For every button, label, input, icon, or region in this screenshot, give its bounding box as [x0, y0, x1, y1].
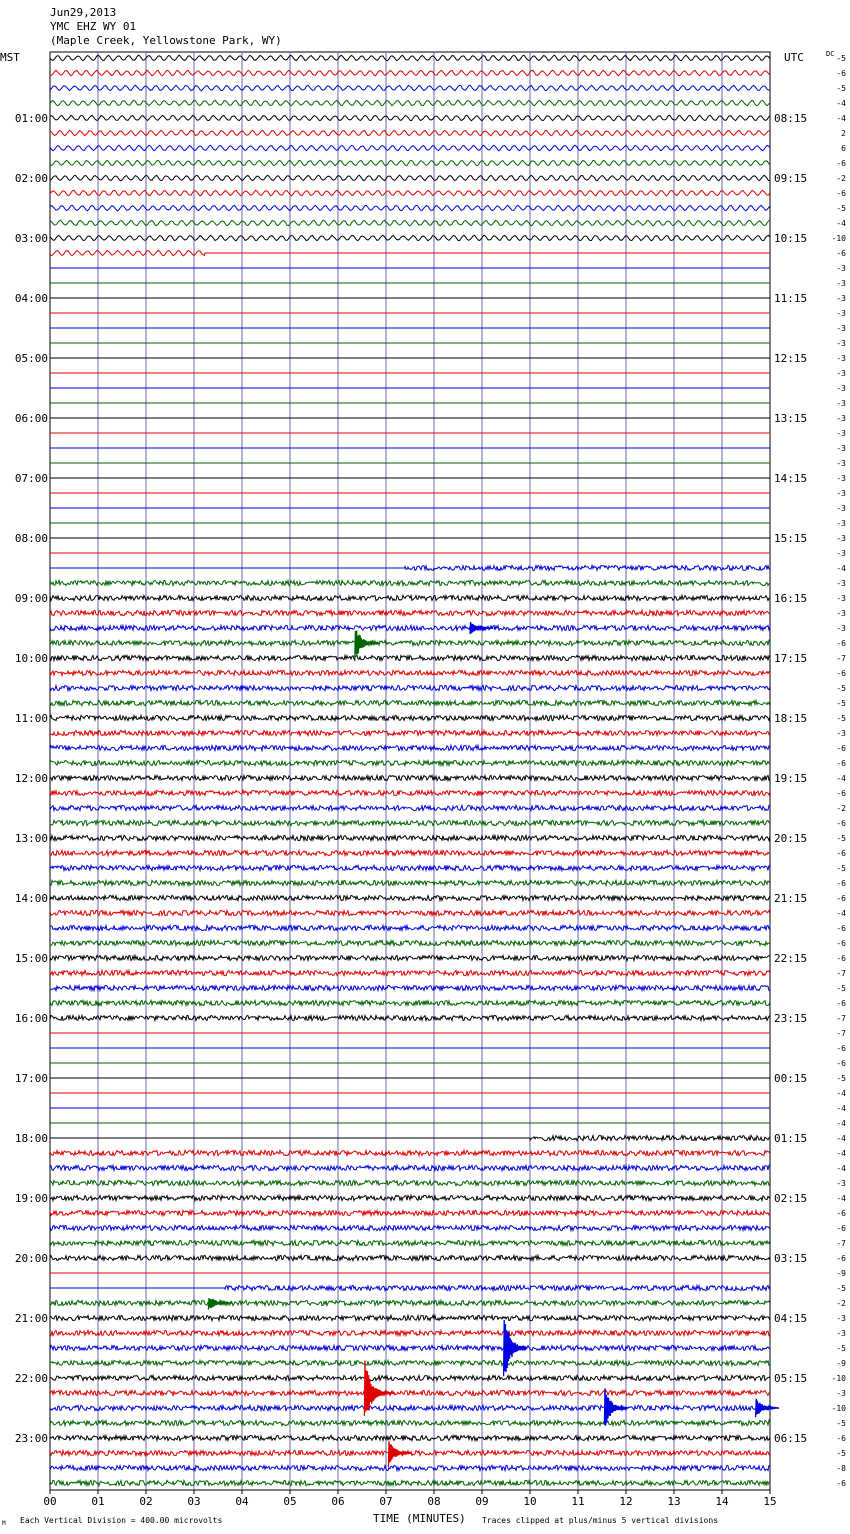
station-location: (Maple Creek, Yellowstone Park, WY)	[50, 34, 282, 47]
seismic-trace	[50, 1315, 770, 1320]
left-hour-label: 14:00	[14, 892, 48, 905]
seismic-trace	[50, 1435, 770, 1440]
seismic-trace	[50, 55, 770, 61]
seismic-trace	[50, 670, 770, 675]
seismic-trace	[50, 655, 770, 660]
seismic-trace	[50, 1240, 770, 1245]
trace-offset-label: 2	[841, 129, 846, 138]
trace-offset-label: -6	[836, 1224, 846, 1233]
trace-offset-label: -6	[836, 939, 846, 948]
trace-offset-label: -4	[836, 1134, 846, 1143]
trace-offset-label: -4	[836, 564, 846, 573]
trace-offset-label: -3	[836, 489, 846, 498]
left-hour-label: 13:00	[14, 832, 48, 845]
seismic-trace	[50, 685, 770, 690]
trace-offset-label: -5	[836, 1449, 846, 1458]
x-tick-label: 06	[331, 1495, 345, 1508]
seismic-trace	[50, 1285, 770, 1290]
x-tick-label: 15	[763, 1495, 777, 1508]
trace-offset-label: -6	[836, 1059, 846, 1068]
trace-offset-label: -6	[836, 639, 846, 648]
trace-offset-label: -6	[836, 759, 846, 768]
trace-offset-label: -5	[836, 84, 846, 93]
left-hour-label: 10:00	[14, 652, 48, 665]
trace-offset-label: -5	[836, 684, 846, 693]
trace-offset-label: -4	[836, 1164, 846, 1173]
left-hour-label: 22:00	[14, 1372, 48, 1385]
seismic-trace	[50, 580, 770, 585]
trace-offset-label: -4	[836, 1119, 846, 1128]
seismic-trace	[50, 985, 770, 990]
x-tick-label: 11	[571, 1495, 585, 1508]
seismic-trace	[50, 760, 770, 765]
trace-offset-label: -6	[836, 744, 846, 753]
seismic-trace	[50, 775, 770, 780]
trace-offset-label: -6	[836, 924, 846, 933]
trace-offset-label: -5	[836, 1074, 846, 1083]
seismic-trace	[50, 1255, 770, 1260]
recording-date: Jun29,2013	[50, 6, 117, 19]
trace-offset-label: -4	[836, 1089, 846, 1098]
seismic-trace	[50, 940, 770, 945]
seismic-trace	[50, 610, 770, 615]
seismic-trace	[50, 745, 770, 750]
trace-offset-label: -3	[836, 294, 846, 303]
seismic-trace	[50, 1300, 770, 1305]
left-hour-label: 20:00	[14, 1252, 48, 1265]
seismic-trace	[50, 1225, 770, 1230]
seismic-trace	[50, 1480, 770, 1485]
trace-offset-label: -7	[836, 654, 846, 663]
trace-offset-label: -6	[836, 819, 846, 828]
left-hour-label: 12:00	[14, 772, 48, 785]
right-hour-label: 01:15	[774, 1132, 808, 1145]
seismic-trace	[50, 145, 770, 150]
trace-offset-label: -6	[836, 789, 846, 798]
left-hour-label: 03:00	[14, 232, 48, 245]
seismic-trace	[50, 625, 770, 630]
left-hour-label: 02:00	[14, 172, 48, 185]
seismic-trace	[50, 1405, 770, 1410]
left-hour-label: 15:00	[14, 952, 48, 965]
trace-offset-label: -3	[836, 549, 846, 558]
right-hour-label: 15:15	[774, 532, 808, 545]
seismic-trace	[50, 250, 770, 255]
right-hour-label: 09:15	[774, 172, 808, 185]
right-hour-label: 00:15	[774, 1072, 808, 1085]
trace-offset-label: -3	[836, 429, 846, 438]
x-tick-label: 10	[523, 1495, 537, 1508]
trace-offset-label: -4	[836, 1194, 846, 1203]
trace-offset-label: -7	[836, 969, 846, 978]
seismic-trace	[50, 1195, 770, 1200]
x-tick-label: 13	[667, 1495, 681, 1508]
trace-offset-label: -9	[836, 1359, 846, 1368]
x-tick-label: 12	[619, 1495, 633, 1508]
seismic-event	[388, 1441, 411, 1467]
right-hour-label: 05:15	[774, 1372, 808, 1385]
seismic-trace	[50, 640, 770, 645]
trace-offset-label: -6	[836, 849, 846, 858]
seismic-trace	[50, 205, 770, 211]
right-hour-label: 19:15	[774, 772, 808, 785]
trace-offset-label: -6	[836, 1254, 846, 1263]
left-hour-label: 04:00	[14, 292, 48, 305]
trace-offset-label: -3	[836, 594, 846, 603]
seismic-trace	[50, 115, 770, 121]
right-hour-label: 08:15	[774, 112, 808, 125]
right-hour-label: 02:15	[774, 1192, 808, 1205]
x-axis-title: TIME (MINUTES)	[373, 1512, 466, 1525]
seismic-trace	[50, 880, 770, 885]
x-tick-label: 03	[187, 1495, 201, 1508]
trace-offset-label: -3	[836, 324, 846, 333]
trace-offset-label: -2	[836, 804, 846, 813]
trace-offset-label: -3	[836, 354, 846, 363]
seismic-trace	[50, 70, 770, 76]
seismic-trace	[50, 790, 770, 795]
seismic-trace	[50, 820, 770, 825]
seismic-trace	[50, 850, 770, 855]
left-hour-label: 17:00	[14, 1072, 48, 1085]
seismic-trace	[50, 160, 770, 166]
trace-offset-label: -6	[836, 249, 846, 258]
trace-offset-label: -6	[836, 999, 846, 1008]
trace-offset-label: -4	[836, 219, 846, 228]
seismic-trace	[50, 1420, 770, 1425]
trace-offset-label: -3	[836, 339, 846, 348]
left-hour-label: 21:00	[14, 1312, 48, 1325]
trace-offset-label: -3	[836, 399, 846, 408]
trace-offset-label: -3	[836, 729, 846, 738]
seismic-trace	[50, 805, 770, 810]
trace-offset-label: -10	[831, 234, 846, 243]
trace-offset-label: -6	[836, 159, 846, 168]
seismic-trace	[50, 100, 770, 106]
trace-offset-label: -6	[836, 1209, 846, 1218]
dc-label: DC	[826, 50, 835, 58]
right-hour-label: 20:15	[774, 832, 808, 845]
trace-offset-label: -5	[836, 1284, 846, 1293]
seismic-trace	[50, 730, 770, 735]
trace-offset-label: -7	[836, 1029, 846, 1038]
trace-offset-label: -4	[836, 909, 846, 918]
seismic-event	[756, 1399, 779, 1418]
seismic-event	[372, 1387, 395, 1402]
seismic-event	[504, 1320, 527, 1376]
trace-offset-label: -5	[836, 699, 846, 708]
trace-offset-label: -5	[836, 834, 846, 843]
seismic-trace	[50, 865, 770, 870]
trace-offset-label: -3	[836, 264, 846, 273]
seismic-trace	[50, 955, 770, 960]
right-hour-label: 16:15	[774, 592, 808, 605]
left-hour-label: 01:00	[14, 112, 48, 125]
trace-offset-label: -5	[836, 54, 846, 63]
right-hour-label: 14:15	[774, 472, 808, 485]
trace-offset-label: -3	[836, 579, 846, 588]
trace-offset-label: -5	[836, 864, 846, 873]
trace-offset-label: -4	[836, 114, 846, 123]
trace-offset-label: -6	[836, 1479, 846, 1488]
trace-offset-label: -4	[836, 1104, 846, 1113]
seismic-trace	[50, 1390, 770, 1395]
trace-offset-label: -4	[836, 99, 846, 108]
trace-offset-label: -6	[836, 1044, 846, 1053]
x-tick-label: 08	[427, 1495, 441, 1508]
station-code: YMC EHZ WY 01	[50, 20, 137, 33]
seismic-trace	[50, 235, 770, 241]
trace-offset-label: -10	[831, 1404, 846, 1413]
trace-offset-label: -3	[836, 624, 846, 633]
x-tick-label: 05	[283, 1495, 297, 1508]
trace-offset-label: -6	[836, 879, 846, 888]
seismic-trace	[50, 1210, 770, 1215]
x-tick-label: 02	[139, 1495, 153, 1508]
right-hour-label: 03:15	[774, 1252, 808, 1265]
trace-offset-label: -3	[836, 414, 846, 423]
trace-offset-label: -2	[836, 174, 846, 183]
seismic-trace	[50, 1360, 770, 1365]
trace-offset-label: -6	[836, 1434, 846, 1443]
trace-offset-label: -6	[836, 669, 846, 678]
trace-offset-label: -3	[836, 504, 846, 513]
trace-offset-label: -3	[836, 534, 846, 543]
seismic-trace	[50, 1015, 770, 1020]
trace-offset-label: -10	[831, 1374, 846, 1383]
trace-offset-label: -9	[836, 1269, 846, 1278]
trace-offset-label: -5	[836, 984, 846, 993]
seismic-trace	[50, 970, 770, 975]
left-hour-label: 05:00	[14, 352, 48, 365]
right-hour-label: 17:15	[774, 652, 808, 665]
left-hour-label: 23:00	[14, 1432, 48, 1445]
trace-offset-label: -3	[836, 279, 846, 288]
left-timezone-label: MST	[0, 51, 20, 64]
trace-offset-label: -7	[836, 1014, 846, 1023]
seismic-trace	[50, 835, 770, 840]
seismic-trace	[50, 925, 770, 930]
trace-offset-label: -5	[836, 714, 846, 723]
trace-offset-label: -5	[836, 204, 846, 213]
left-hour-label: 08:00	[14, 532, 48, 545]
right-hour-label: 22:15	[774, 952, 808, 965]
corner-mark: M	[2, 1520, 6, 1527]
right-hour-label: 18:15	[774, 712, 808, 725]
left-hour-label: 19:00	[14, 1192, 48, 1205]
seismic-trace	[50, 1165, 770, 1170]
seismic-trace	[50, 1345, 770, 1350]
clip-note: Traces clipped at plus/minus 5 vertical divisions	[482, 1516, 719, 1525]
seismic-trace	[50, 1330, 770, 1335]
seismic-trace	[50, 565, 770, 570]
trace-offset-label: -3	[836, 384, 846, 393]
left-hour-label: 07:00	[14, 472, 48, 485]
trace-offset-label: -3	[836, 459, 846, 468]
trace-offset-label: -3	[836, 1329, 846, 1338]
trace-offset-label: -6	[836, 189, 846, 198]
seismic-trace	[50, 1465, 770, 1470]
trace-offset-label: -3	[836, 369, 846, 378]
trace-offset-label: -3	[836, 474, 846, 483]
right-hour-label: 04:15	[774, 1312, 808, 1325]
x-tick-label: 04	[235, 1495, 249, 1508]
seismic-trace	[50, 220, 770, 226]
right-hour-label: 06:15	[774, 1432, 808, 1445]
trace-offset-label: -3	[836, 1389, 846, 1398]
right-timezone-label: UTC	[784, 51, 804, 64]
trace-offset-label: -6	[836, 69, 846, 78]
left-hour-label: 16:00	[14, 1012, 48, 1025]
x-tick-label: 07	[379, 1495, 393, 1508]
seismic-trace	[50, 895, 770, 900]
seismic-trace	[50, 715, 770, 720]
seismic-trace	[50, 130, 770, 136]
trace-offset-label: -4	[836, 774, 846, 783]
seismic-event	[208, 1298, 231, 1310]
right-hour-label: 23:15	[774, 1012, 808, 1025]
trace-offset-label: -3	[836, 519, 846, 528]
trace-offset-label: -3	[836, 1314, 846, 1323]
seismic-event	[355, 631, 378, 661]
scale-note: Each Vertical Division = 400.00 microvolts	[20, 1516, 223, 1525]
right-hour-label: 10:15	[774, 232, 808, 245]
x-tick-label: 14	[715, 1495, 729, 1508]
right-hour-label: 13:15	[774, 412, 808, 425]
seismic-trace	[50, 1000, 770, 1005]
right-hour-label: 11:15	[774, 292, 808, 305]
left-hour-label: 11:00	[14, 712, 48, 725]
trace-offset-label: -4	[836, 1149, 846, 1158]
seismic-trace	[50, 700, 770, 705]
trace-offset-label: -2	[836, 1299, 846, 1308]
seismic-trace	[50, 1150, 770, 1155]
seismic-trace	[50, 190, 770, 196]
trace-offset-label: -3	[836, 309, 846, 318]
trace-offset-label: -6	[836, 894, 846, 903]
right-hour-label: 21:15	[774, 892, 808, 905]
left-hour-label: 06:00	[14, 412, 48, 425]
left-hour-label: 18:00	[14, 1132, 48, 1145]
seismic-trace	[50, 595, 770, 600]
x-tick-label: 00	[43, 1495, 57, 1508]
seismic-trace	[50, 175, 770, 181]
seismic-trace	[50, 1180, 770, 1185]
seismic-trace	[50, 1375, 770, 1380]
left-hour-label: 09:00	[14, 592, 48, 605]
trace-offset-label: -3	[836, 444, 846, 453]
trace-offset-label: -7	[836, 1239, 846, 1248]
seismic-trace	[50, 910, 770, 915]
trace-offset-label: -5	[836, 1419, 846, 1428]
trace-offset-label: -3	[836, 1179, 846, 1188]
trace-offset-label: -6	[836, 954, 846, 963]
x-tick-label: 01	[91, 1495, 105, 1508]
x-tick-label: 09	[475, 1495, 489, 1508]
right-hour-label: 12:15	[774, 352, 808, 365]
trace-offset-label: -5	[836, 1344, 846, 1353]
trace-offset-label: 6	[841, 144, 846, 153]
seismic-trace	[50, 85, 770, 91]
trace-offset-label: -3	[836, 609, 846, 618]
trace-offset-label: -8	[836, 1464, 846, 1473]
seismic-trace	[50, 1135, 770, 1140]
